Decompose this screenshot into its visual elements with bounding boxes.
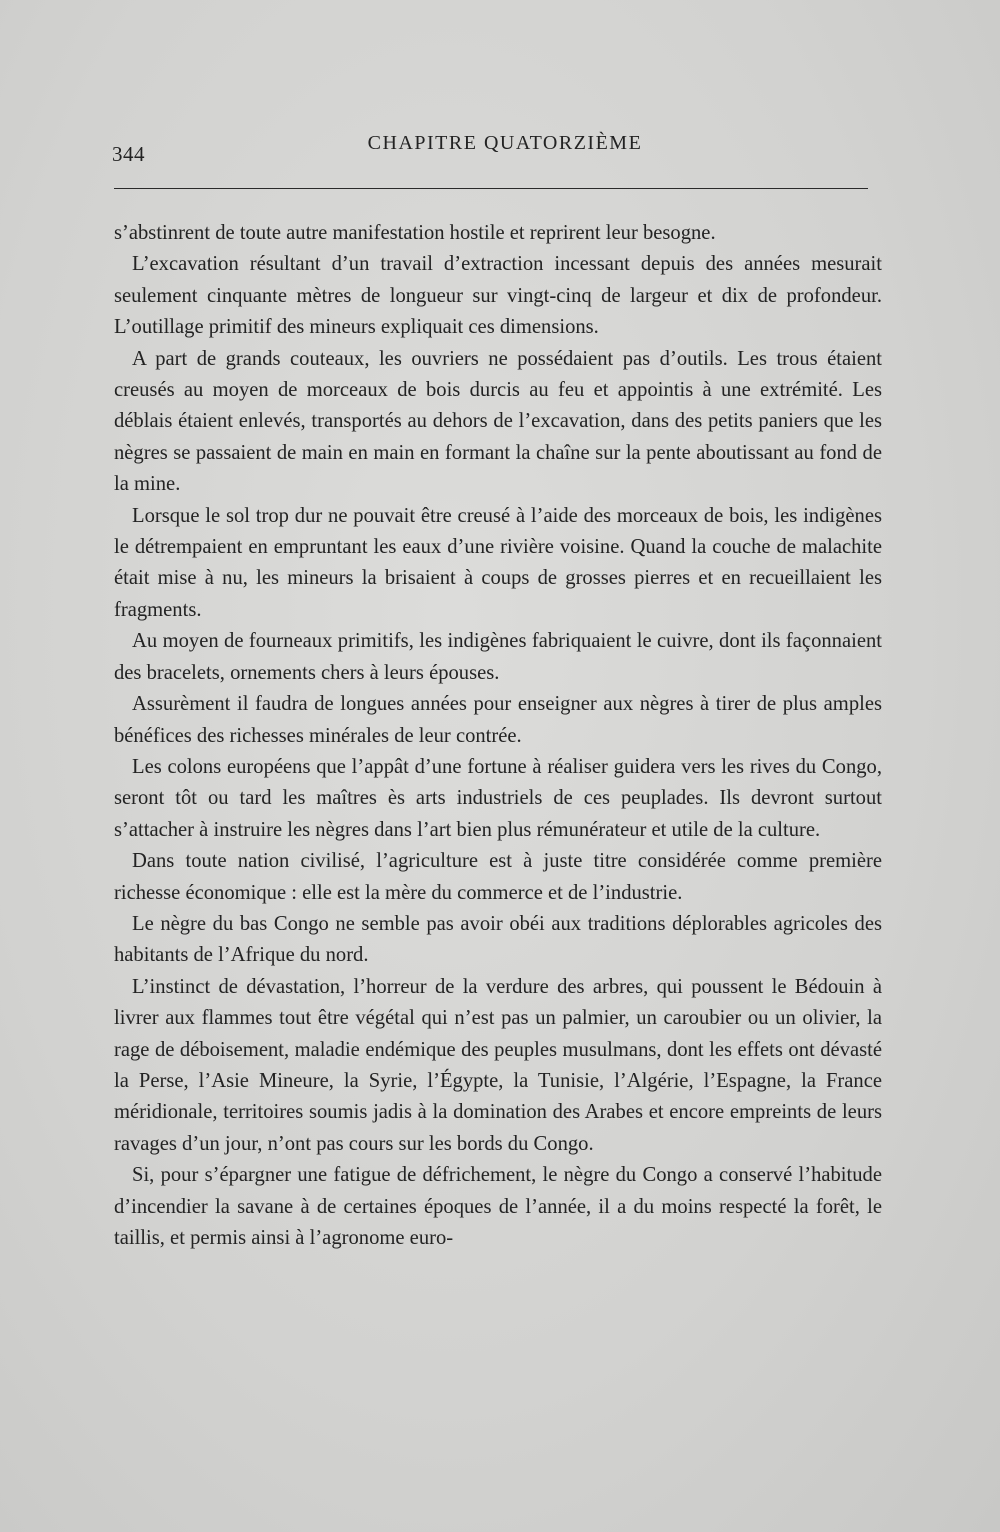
- paragraph: Si, pour s’épargner une fatigue de défrichement, le nègre du Congo a conservé l’habitude d’incendier la savane à de certaines époques de l’année, il a du moins respecté la forêt, le taillis, et permis ainsi à l’agronome euro-: [114, 1164, 882, 1249]
- paragraph: L’instinct de dévastation, l’horreur de la verdure des arbres, qui poussent le Bédouin à livrer aux flammes tout être végétal qui n’est pas un palmier, un caroubier ou un olivier, la rage de déboisement, maladie endémique des peuples musulmans, dont les effets ont dévasté la Perse, l’Asie Mineure, la Syrie, l’Égypte, la Tunisie, l’Algérie, l’Espagne, la France méridionale, territoires soumis jadis à la domination des Arabes et encore empreints de leurs ravages d’un jour, n’ont pas cours sur les bords du Congo.: [114, 975, 882, 1155]
- paragraph: L’excavation résultant d’un travail d’extraction incessant depuis des années mesurait seulement cinquante mètres de longueur sur vingt-cinq de largeur et dix de profondeur. L’outillage primitif des mineurs expliquait ces dimensions.: [114, 253, 882, 339]
- paragraph: Les colons européens que l’appât d’une fortune à réaliser guidera vers les rives du Congo, seront tôt ou tard les maîtres ès arts industriels de ces peuplades. Ils devront surtout s’attacher à instruire les nègres dans l’art bien plus rémunérateur et utile de la culture.: [114, 755, 882, 841]
- page-number: 344: [112, 142, 145, 166]
- paragraph: s’abstinrent de toute autre manifestation hostile et reprirent leur besogne.: [114, 222, 716, 244]
- paragraph: Lorsque le sol trop dur ne pouvait être creusé à l’aide des morceaux de bois, les indigènes le détrempaient en empruntant les eaux d’une rivière voisine. Quand la couche de malachite était mise à nu, les mineurs la brisaient à coups de grosses pierres et en recueillaient les fragments.: [114, 504, 882, 621]
- paragraph: Le nègre du bas Congo ne semble pas avoir obéi aux traditions déplorables agricoles des habitants de l’Afrique du nord.: [114, 912, 882, 967]
- paragraph: A part de grands couteaux, les ouvriers ne possédaient pas d’outils. Les trous étaient creusés au moyen de morceaux de bois durcis au feu et appointis à une extrémité. Les déblais étaient enlevés, transportés au dehors de l’excavation, dans des petits paniers que les nègres se passaient de main en main en formant la chaîne sur la pente aboutissant au fond de la mine.: [114, 347, 882, 496]
- paragraph: Au moyen de fourneaux primitifs, les indigènes fabriquaient le cuivre, dont ils façonnaient des bracelets, ornements chers à leurs épouses.: [114, 630, 882, 684]
- running-title: CHAPITRE QUATORZIÈME: [367, 132, 643, 154]
- header-rule: [114, 188, 868, 189]
- body-text: [114, 218, 882, 1254]
- paragraph: Assurèment il faudra de longues années pour enseigner aux nègres à tirer de plus amples bénéfices des richesses minérales de leur contrée.: [114, 693, 882, 747]
- paragraph: Dans toute nation civilisé, l’agriculture est à juste titre considérée comme première richesse économique : elle est la mère du commerce et de l’industrie.: [114, 850, 882, 904]
- page-header: [112, 128, 868, 168]
